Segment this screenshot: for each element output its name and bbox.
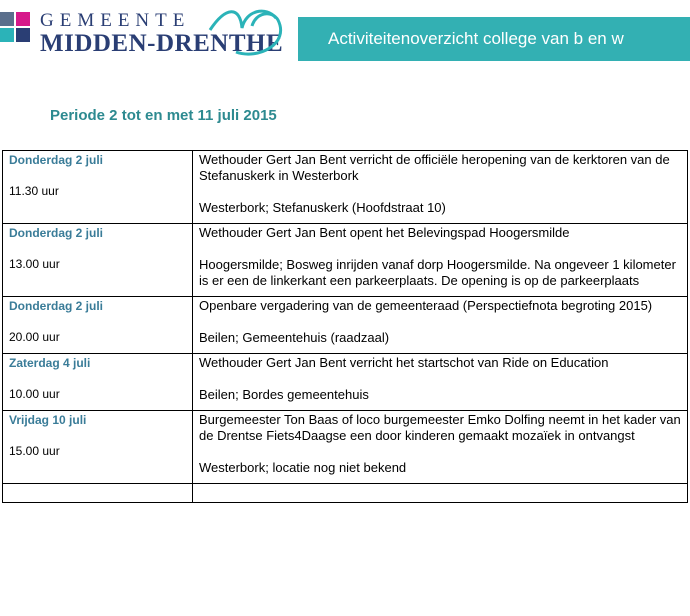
- details-cell: [193, 224, 688, 297]
- activity-time: 11.30 uur: [9, 184, 59, 198]
- details-cell: [193, 411, 688, 484]
- table-row: [3, 354, 688, 411]
- date-cell: [3, 411, 193, 484]
- page-title: Activiteitenoverzicht college van b en w: [328, 29, 624, 48]
- activity-location: Beilen; Gemeentehuis (raadzaal): [199, 330, 390, 345]
- activity-time: 13.00 uur: [9, 257, 60, 271]
- empty-cell: [3, 484, 193, 503]
- period-heading: Periode 2 tot en met 11 juli 2015: [50, 107, 277, 124]
- details-cell: [193, 354, 688, 411]
- activity-day: Donderdag 2 juli: [9, 299, 104, 313]
- empty-table-row: [3, 484, 688, 503]
- activity-description: Burgemeester Ton Baas of loco burgemeester Emko Dolfing neemt in het kader van de Drentse Fiets4Daagse een door kinderen gemaakt mozaïek in ontvangst: [199, 412, 681, 443]
- activity-description: Wethouder Gert Jan Bent verricht het startschot van Ride on Education: [199, 355, 609, 370]
- logo-square-navy: [16, 28, 30, 42]
- activity-time: 20.00 uur: [9, 330, 60, 344]
- activity-location: Westerbork; locatie nog niet bekend: [199, 460, 407, 475]
- activity-description: Wethouder Gert Jan Bent verricht de officiële heropening van de kerktoren van de Stefanuskerk in Westerbork: [199, 152, 670, 183]
- activity-time: 15.00 uur: [9, 444, 60, 458]
- logo-wave-icon: [206, 4, 298, 64]
- table-row: [3, 224, 688, 297]
- activity-description: Wethouder Gert Jan Bent opent het Belevingspad Hoogersmilde: [199, 225, 570, 240]
- activity-description: Openbare vergadering van de gemeenteraad (Perspectiefnota begroting 2015): [199, 298, 653, 313]
- activity-time: 10.00 uur: [9, 387, 60, 401]
- details-cell: [193, 297, 688, 354]
- date-cell: [3, 224, 193, 297]
- logo-text-midden-drenthe: MIDDEN-DRENTHE: [40, 30, 284, 57]
- activity-day: Zaterdag 4 juli: [9, 356, 91, 370]
- date-cell: [3, 297, 193, 354]
- activity-location: Beilen; Bordes gemeentehuis: [199, 387, 369, 402]
- table-row: [3, 151, 688, 224]
- activity-location: Hoogersmilde; Bosweg inrijden vanaf dorp Hoogersmilde. Na ongeveer 1 kilometer is er een de linkerkant een parkeerplaats. De opening is op de parkeerplaats: [199, 257, 676, 288]
- activity-day: Donderdag 2 juli: [9, 226, 104, 240]
- activity-day: Donderdag 2 juli: [9, 153, 104, 167]
- municipality-logo: [0, 2, 300, 64]
- empty-cell: [193, 484, 688, 503]
- table-row: [3, 297, 688, 354]
- activity-location: Westerbork; Stefanuskerk (Hoofdstraat 10): [199, 200, 446, 215]
- table-row: [3, 411, 688, 484]
- logo-square-teal: [0, 28, 14, 42]
- logo-square-slate: [0, 12, 14, 26]
- date-cell: [3, 354, 193, 411]
- activity-day: Vrijdag 10 juli: [9, 413, 87, 427]
- page-title-banner: [298, 17, 690, 61]
- activity-table: [2, 150, 688, 503]
- logo-square-magenta: [16, 12, 30, 26]
- details-cell: [193, 151, 688, 224]
- date-cell: [3, 151, 193, 224]
- logo-text-gemeente: GEMEENTE: [40, 10, 191, 31]
